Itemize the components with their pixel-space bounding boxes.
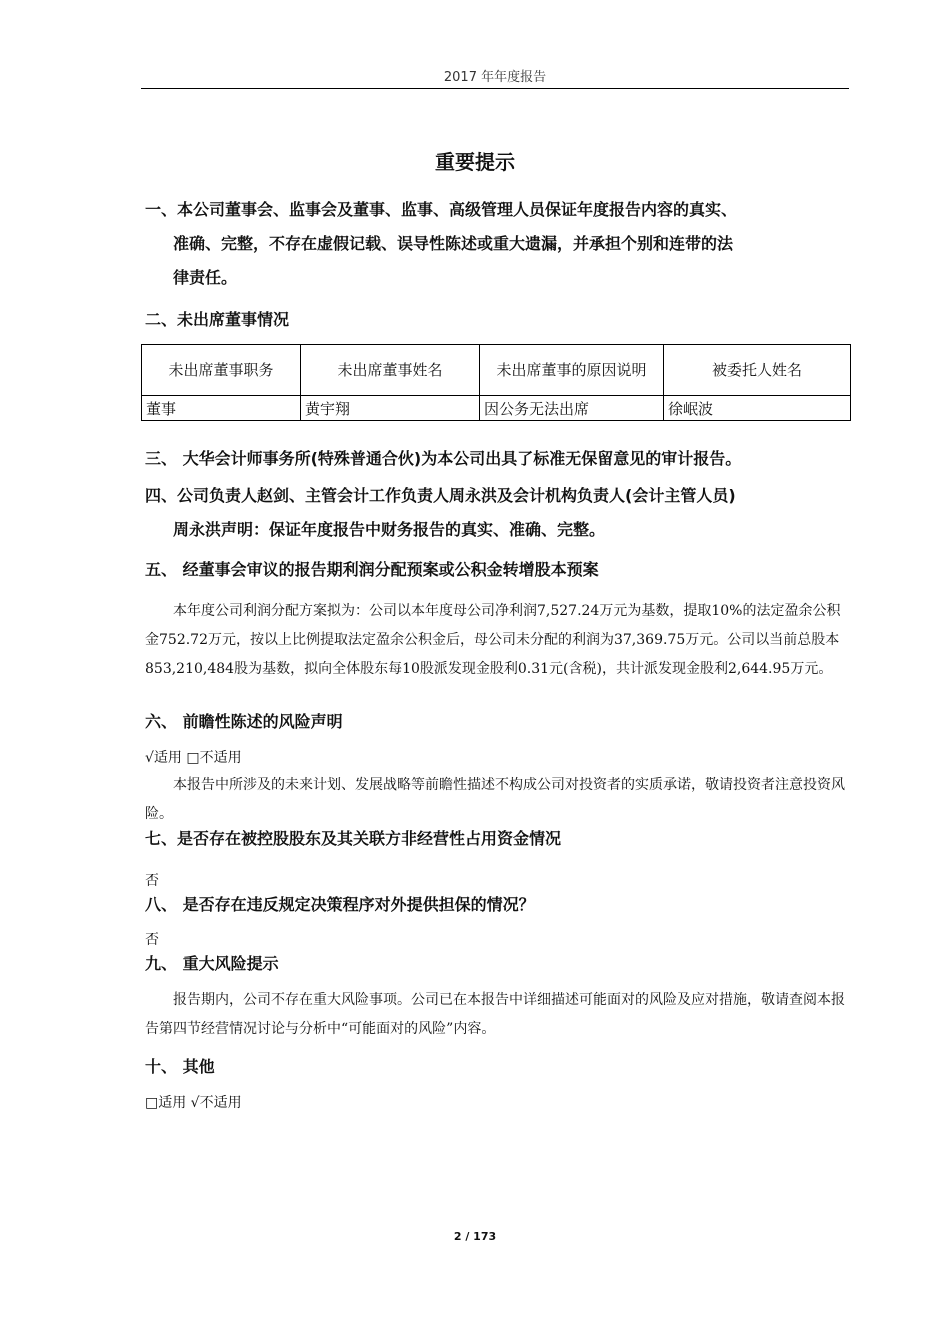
section-1-line-3: 律责任。 (173, 268, 238, 287)
section-1-line-1: 一、本公司董事会、监事会及董事、监事、高级管理人员保证年度报告内容的真实、 (145, 200, 738, 219)
running-header: 2017 年年度报告 (443, 70, 547, 85)
section-10-applicability: □适用 √不适用 (145, 1095, 242, 1111)
table-cell: 徐岷波 (664, 396, 851, 421)
page-number: 2 / 173 (453, 1230, 497, 1243)
section-8-heading: 八、 是否存在违反规定决策程序对外提供担保的情况？ (145, 895, 535, 914)
section-6-body: 本报告中所涉及的未来计划、发展战略等前瞻性描述不构成公司对投资者的实质承诺，敬请投资者注意投资风险。 (145, 777, 845, 822)
section-4 (145, 479, 851, 547)
section-9-heading: 九、 重大风险提示 (145, 954, 279, 973)
section-7-heading: 七、是否存在被控股股东及其关联方非经营性占用资金情况 (145, 829, 562, 848)
table-header-cell: 未出席董事职务 (142, 345, 301, 396)
section-2-heading: 二、未出席董事情况 (145, 310, 290, 329)
table-header-cell: 未出席董事姓名 (301, 345, 480, 396)
table-cell: 因公务无法出席 (480, 396, 664, 421)
section-1 (145, 193, 851, 295)
section-5-body: 本年度公司利润分配方案拟为：公司以本年度母公司净利润7,527.24万元为基数，提取10%的法定盈余公积金752.72万元，按以上比例提取法定盈余公积金后，母公司未分配的利润为37,369.75万元。公司以当前总股本853,210,484股为基数，拟向全体股东每10股派发现金股利0.31元(含税)，共计派发现金股利2,644.95万元。 (145, 603, 841, 677)
section-4-line-1: 四、公司负责人赵剑、主管会计工作负责人周永洪及会计机构负责人(会计主管人员) (145, 486, 736, 505)
page-title: 重要提示 (435, 150, 515, 174)
section-10-heading: 十、 其他 (145, 1057, 215, 1076)
section-9-body: 报告期内，公司不存在重大风险事项。公司已在本报告中详细描述可能面对的风险及应对措施，敬请查阅本报告第四节经营情况讨论与分析中“可能面对的风险”内容。 (145, 992, 845, 1037)
section-6-applicability: √适用 □不适用 (145, 750, 242, 766)
section-5-heading: 五、 经董事会审议的报告期利润分配预案或公积金转增股本预案 (145, 560, 599, 579)
section-7-answer: 否 (145, 873, 159, 889)
table-row (142, 396, 851, 421)
table-cell: 黄宇翔 (301, 396, 480, 421)
absent-directors-table (141, 344, 851, 421)
section-8-answer: 否 (145, 932, 159, 948)
section-4-line-2: 周永洪声明：保证年度报告中财务报告的真实、准确、完整。 (173, 520, 606, 539)
section-6-heading: 六、 前瞻性陈述的风险声明 (145, 712, 343, 731)
table-header-cell: 未出席董事的原因说明 (480, 345, 664, 396)
section-1-line-2: 准确、完整，不存在虚假记载、误导性陈述或重大遗漏，并承担个别和连带的法 (173, 234, 734, 253)
section-3-heading: 三、 大华会计师事务所(特殊普通合伙)为本公司出具了标准无保留意见的审计报告。 (145, 449, 742, 468)
table-cell: 董事 (142, 396, 301, 421)
table-header-cell: 被委托人姓名 (664, 345, 851, 396)
header-divider (141, 88, 849, 89)
table-header-row (142, 345, 851, 396)
